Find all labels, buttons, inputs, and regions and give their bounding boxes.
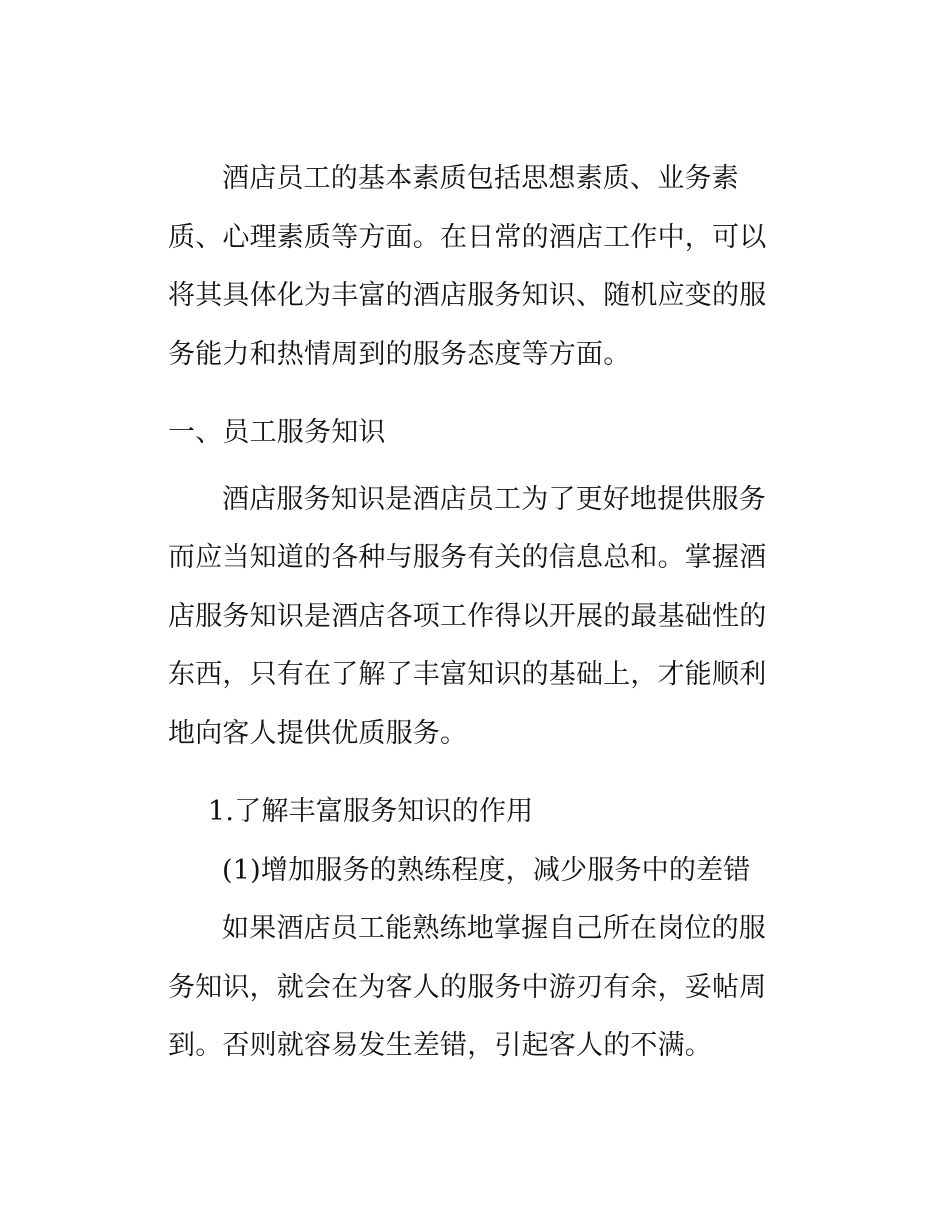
subsection-heading-role-of-knowledge: 1.了解丰富服务知识的作用	[208, 796, 534, 827]
subsubsection-body-paragraph: 如果酒店员工能熟练地掌握自己所在岗位的服务知识，就会在为客人的服务中游刃有余，妥帖周到。否则就容易发生差错，引起客人的不满。	[168, 913, 767, 1061]
intro-paragraph: 酒店员工的基本素质包括思想素质、业务素质、心理素质等方面。在日常的酒店工作中，可以将其具体化为丰富的酒店服务知识、随机应变的服务能力和热情周到的服务态度等方面。	[168, 163, 767, 370]
subsubsection-heading-proficiency: (1)增加服务的熟练程度，减少服务中的差错	[222, 854, 751, 886]
document-body	[168, 150, 783, 1076]
section-body-paragraph: 酒店服务知识是酒店员工为了更好地提供服务而应当知道的各种与服务有关的信息总和。掌握酒店服务知识是酒店各项工作得以开展的最基础性的东西，只有在了解了丰富知识的基础上，才能顺利地向客人提供优质服务。	[168, 483, 767, 749]
section-heading-staff-service-knowledge: 一、员工服务知识	[168, 417, 386, 448]
